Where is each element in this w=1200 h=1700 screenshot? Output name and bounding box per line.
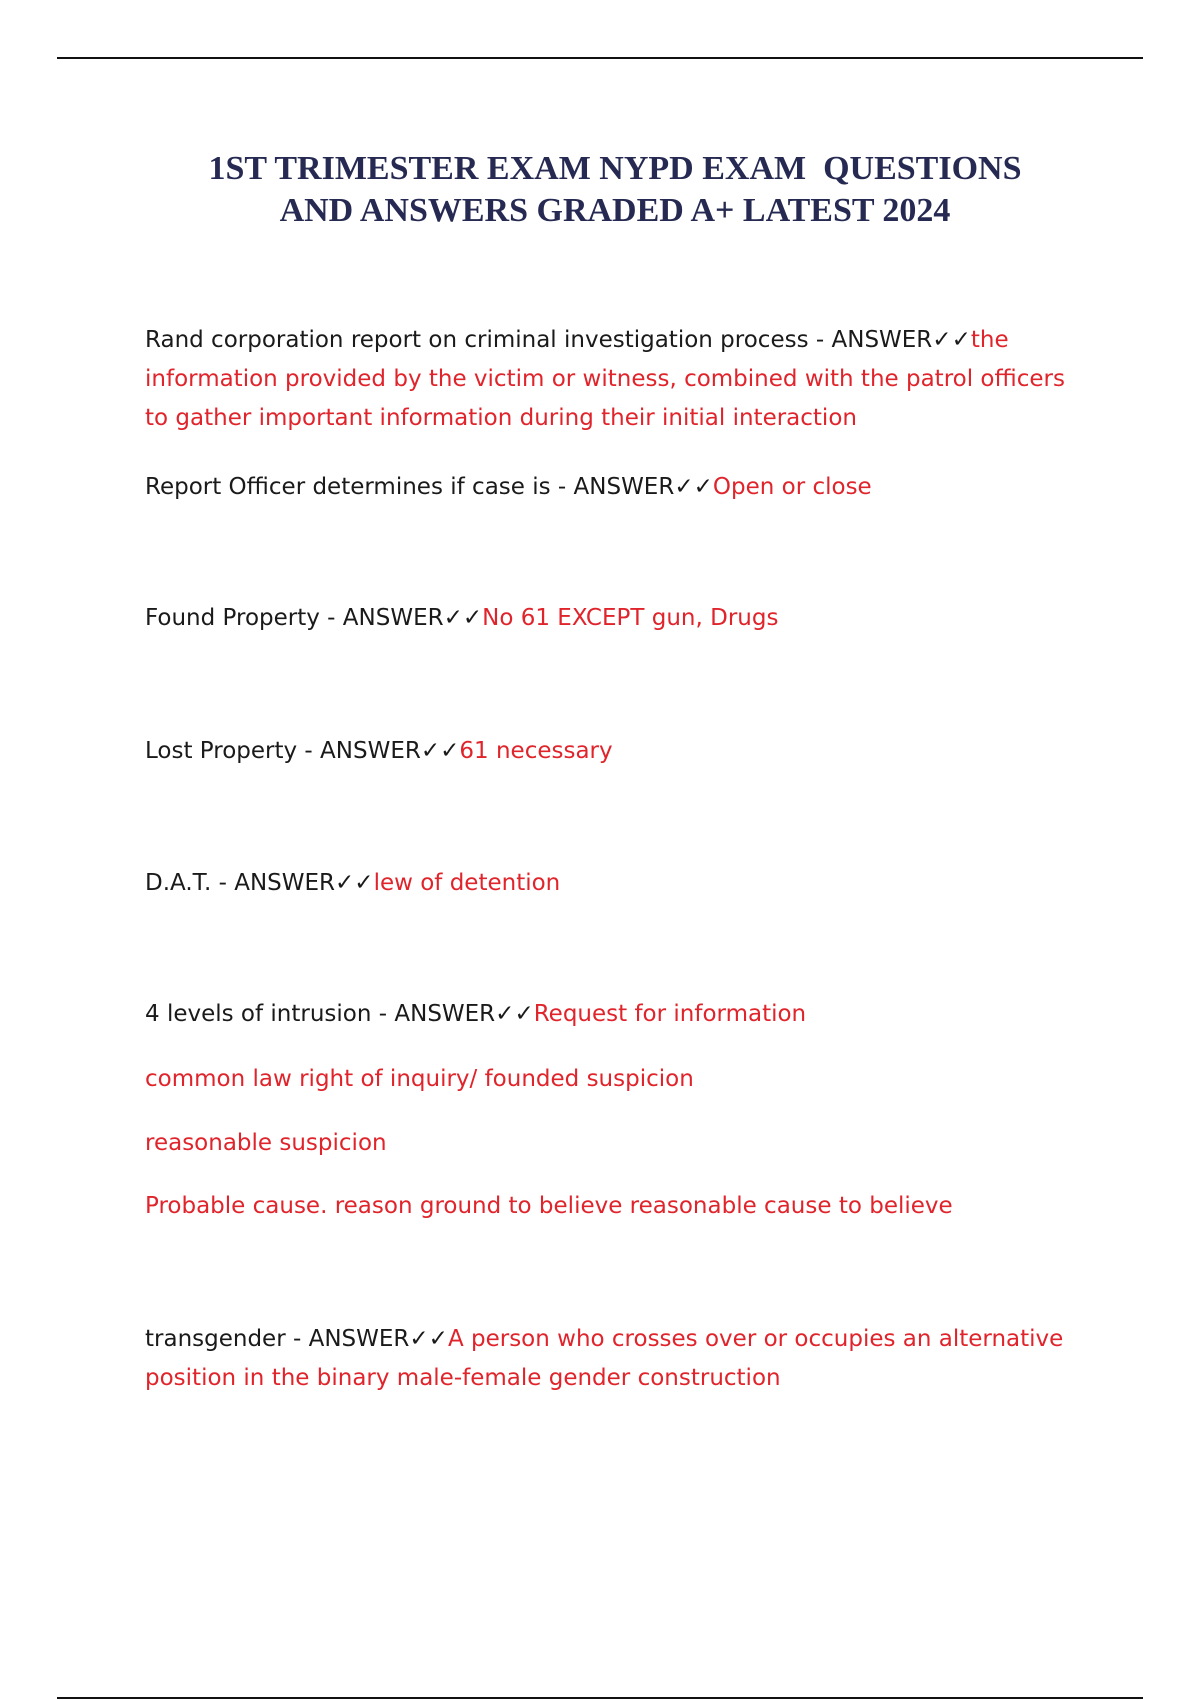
answer-text: lew of detention (373, 870, 561, 896)
question-text: Rand corporation report on criminal investigation process (145, 327, 809, 353)
qa-entry-transgender (145, 1320, 1075, 1398)
qa-entry-found-property (145, 599, 1075, 638)
answer-marker: - ANSWER✓✓ (297, 738, 460, 764)
question-text: Lost Property (145, 738, 298, 764)
question-text: Report Officer determines if case is (145, 474, 551, 500)
answer-marker: - ANSWER✓✓ (285, 1326, 448, 1352)
document-title (60, 148, 1170, 232)
answer-marker: - ANSWER✓✓ (550, 474, 713, 500)
title-line-2: AND ANSWERS GRADED A+ LATEST 2024 (279, 192, 951, 229)
answer-text: the information provided by the victim or witness, combined with the patrol officers to gather important information during their initial interaction (145, 327, 1065, 431)
question-text: D.A.T. (145, 870, 212, 896)
answer-text: Open or close (712, 474, 872, 500)
qa-entry-dat (145, 864, 1075, 903)
qa-entry-levels-of-intrusion (145, 995, 1075, 1034)
question-text: transgender (145, 1326, 286, 1352)
answer-marker: - ANSWER✓✓ (211, 870, 374, 896)
answer-continuation-line: common law right of inquiry/ founded suspicion (145, 1066, 694, 1092)
answer-continuation-line: Probable cause. reason ground to believe reasonable cause to believe (145, 1193, 953, 1219)
answer-text: 61 necessary (459, 738, 613, 764)
answer-marker: - ANSWER✓✓ (371, 1001, 534, 1027)
question-text: Found Property (145, 605, 320, 631)
bottom-rule (57, 1697, 1143, 1699)
answer-text: No 61 EXCEPT gun, Drugs (482, 605, 779, 631)
answer-continuation-line: reasonable suspicion (145, 1130, 387, 1156)
title-line-1: 1ST TRIMESTER EXAM NYPD EXAM QUESTIONS (208, 150, 1022, 187)
top-rule (57, 57, 1143, 59)
qa-entry-report-officer (145, 468, 1075, 507)
qa-entry-lost-property (145, 732, 1075, 771)
answer-marker: - ANSWER✓✓ (319, 605, 483, 631)
answer-text: A person who crosses over or occupies an alternative position in the binary male-female gender construction (145, 1326, 1064, 1391)
question-text: 4 levels of intrusion (145, 1001, 372, 1027)
answer-marker: - ANSWER✓✓ (808, 327, 971, 353)
answer-text: Request for information (533, 1001, 807, 1027)
qa-entry-rand-corporation (145, 321, 1075, 438)
